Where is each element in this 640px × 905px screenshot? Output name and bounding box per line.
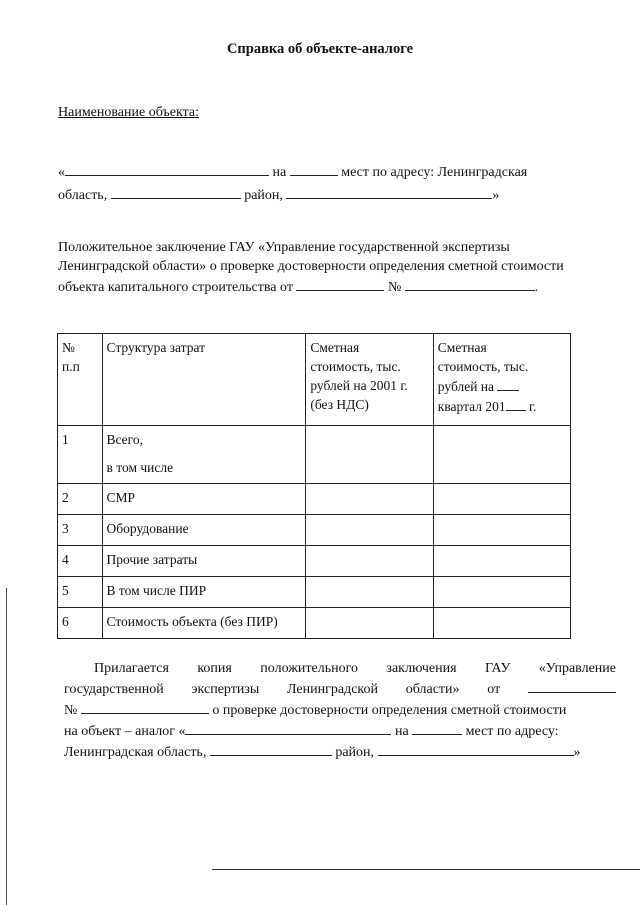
row-num: 2 bbox=[58, 484, 103, 515]
row-label: В том числе ПИР bbox=[102, 577, 306, 608]
cell-cost-2001[interactable] bbox=[306, 577, 433, 608]
table-row bbox=[58, 577, 571, 608]
cell-cost-quarter[interactable] bbox=[433, 515, 570, 546]
cell-cost-quarter[interactable] bbox=[433, 608, 570, 639]
cell-cost-quarter[interactable] bbox=[433, 426, 570, 484]
object-name-blank[interactable] bbox=[65, 161, 269, 176]
attachment-line-2: государственной экспертизы Ленинградской области» от bbox=[64, 678, 616, 699]
conclusion-number-blank[interactable] bbox=[405, 276, 535, 291]
row-num: 3 bbox=[58, 515, 103, 546]
header-structure: Структура затрат bbox=[102, 334, 306, 426]
row-num: 6 bbox=[58, 608, 103, 639]
analog-seats-blank[interactable] bbox=[412, 720, 462, 735]
table-row bbox=[58, 515, 571, 546]
cell-cost-2001[interactable] bbox=[306, 515, 433, 546]
address-line-2: область, район, » bbox=[58, 184, 578, 207]
address-line-1: « на мест по адресу: Ленинградская bbox=[58, 161, 578, 184]
document-title: Справка об объекте-аналоге bbox=[226, 41, 414, 57]
footer-rule bbox=[212, 869, 640, 870]
attachment-date-blank[interactable] bbox=[528, 678, 616, 693]
attachment-line-5: Ленинградская область, район, » bbox=[64, 741, 616, 762]
cost-structure-table bbox=[57, 333, 571, 639]
conclusion-line-3: объекта капитального строительства от № . bbox=[58, 276, 618, 297]
analog-object-blank[interactable] bbox=[185, 720, 391, 735]
object-name-heading: Наименование объекта: bbox=[58, 105, 199, 120]
address-blank[interactable] bbox=[286, 184, 492, 199]
row-num: 4 bbox=[58, 546, 103, 577]
cell-cost-2001[interactable] bbox=[306, 608, 433, 639]
conclusion-line-1: Положительное заключение ГАУ «Управление государственной экспертизы bbox=[58, 240, 510, 255]
table-header-row bbox=[58, 334, 571, 426]
header-num: № п.п bbox=[58, 334, 103, 426]
table-row bbox=[58, 608, 571, 639]
conclusion-line-2: Ленинградской области» о проверке достоверности определения сметной стоимости bbox=[58, 259, 564, 274]
analog-district-blank[interactable] bbox=[210, 741, 332, 756]
conclusion-date-blank[interactable] bbox=[296, 276, 384, 291]
cell-cost-2001[interactable] bbox=[306, 426, 433, 484]
attachment-line-1: Прилагается копия положительного заключения ГАУ «Управление bbox=[94, 661, 616, 676]
quarter-blank[interactable] bbox=[497, 376, 519, 391]
attachment-paragraph bbox=[64, 659, 616, 762]
header-cost-2001: Сметная стоимость, тыс. рублей на 2001 г. (без НДС) bbox=[306, 334, 433, 426]
scan-edge-line bbox=[6, 588, 7, 905]
attachment-number-blank[interactable] bbox=[81, 699, 209, 714]
row-label: СМР bbox=[102, 484, 306, 515]
year-blank[interactable] bbox=[506, 396, 526, 411]
expertise-conclusion-block bbox=[58, 238, 618, 297]
analog-address-blank[interactable] bbox=[378, 741, 574, 756]
attachment-line-4: на объект – аналог « на мест по адресу: bbox=[64, 720, 616, 741]
cell-cost-2001[interactable] bbox=[306, 546, 433, 577]
cell-cost-quarter[interactable] bbox=[433, 546, 570, 577]
object-address-block bbox=[58, 161, 578, 207]
table-row bbox=[58, 484, 571, 515]
row-num: 5 bbox=[58, 577, 103, 608]
header-cost-quarter: Сметная стоимость, тыс. рублей на квартал 201 г. bbox=[433, 334, 570, 426]
attachment-line-3: № о проверке достоверности определения сметной стоимости bbox=[64, 699, 616, 720]
row-label: Всего, в том числе bbox=[102, 426, 306, 484]
row-label: Оборудование bbox=[102, 515, 306, 546]
seats-blank[interactable] bbox=[290, 161, 338, 176]
row-label: Прочие затраты bbox=[102, 546, 306, 577]
district-blank[interactable] bbox=[111, 184, 241, 199]
cell-cost-2001[interactable] bbox=[306, 484, 433, 515]
cell-cost-quarter[interactable] bbox=[433, 484, 570, 515]
row-num: 1 bbox=[58, 426, 103, 484]
table-row bbox=[58, 426, 571, 484]
row-label: Стоимость объекта (без ПИР) bbox=[102, 608, 306, 639]
cell-cost-quarter[interactable] bbox=[433, 577, 570, 608]
table-row bbox=[58, 546, 571, 577]
